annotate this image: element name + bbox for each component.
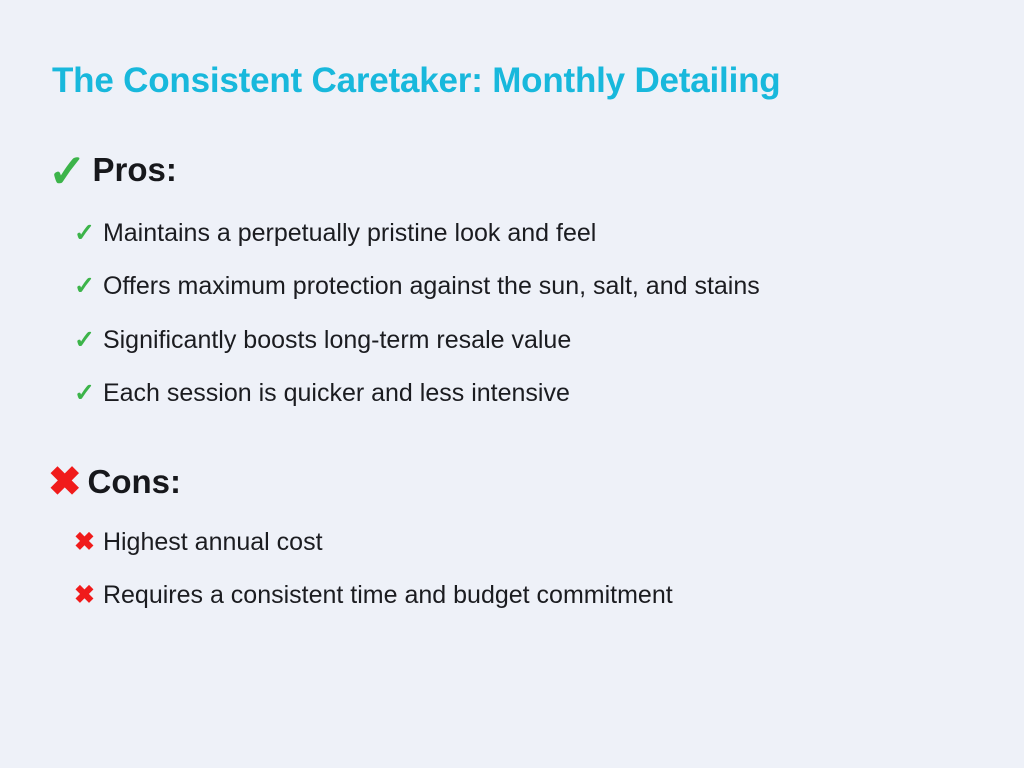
check-icon: ✓ [74,272,95,301]
check-icon: ✓ [74,325,95,354]
cross-icon: ✖ [74,581,95,610]
check-icon: ✓ [74,378,95,407]
list-item-label: Maintains a perpetually pristine look and feel [102,219,597,247]
cross-icon: ✖ [74,528,95,556]
list-item [74,325,976,356]
page-title: The Consistent Caretaker: Monthly Detailing [52,61,781,100]
cons-heading-label: Cons: [87,462,182,500]
list-item-label: Each session is quicker and less intensive [102,378,570,407]
list-item-label: Requires a consistent time and budget commitment [102,581,673,610]
list-item-label: Significantly boosts long-term resale value [102,325,572,354]
list-item [74,580,976,611]
pros-section [48,146,976,409]
pros-heading [48,145,976,197]
cons-section [48,461,976,612]
pros-heading-label: Pros: [92,150,177,188]
cross-icon: ✖ [48,460,82,504]
list-item [74,378,976,409]
list-item [74,271,976,302]
cons-list [48,527,976,612]
check-icon: ✓ [74,219,95,247]
list-item-label: Highest annual cost [102,528,323,556]
cons-heading [48,460,976,504]
list-item-label: Offers maximum protection against the sun, salt, and stains [102,272,760,301]
check-icon: ✓ [48,145,87,197]
pros-list [48,218,976,409]
list-item [74,218,976,249]
list-item [74,527,976,558]
